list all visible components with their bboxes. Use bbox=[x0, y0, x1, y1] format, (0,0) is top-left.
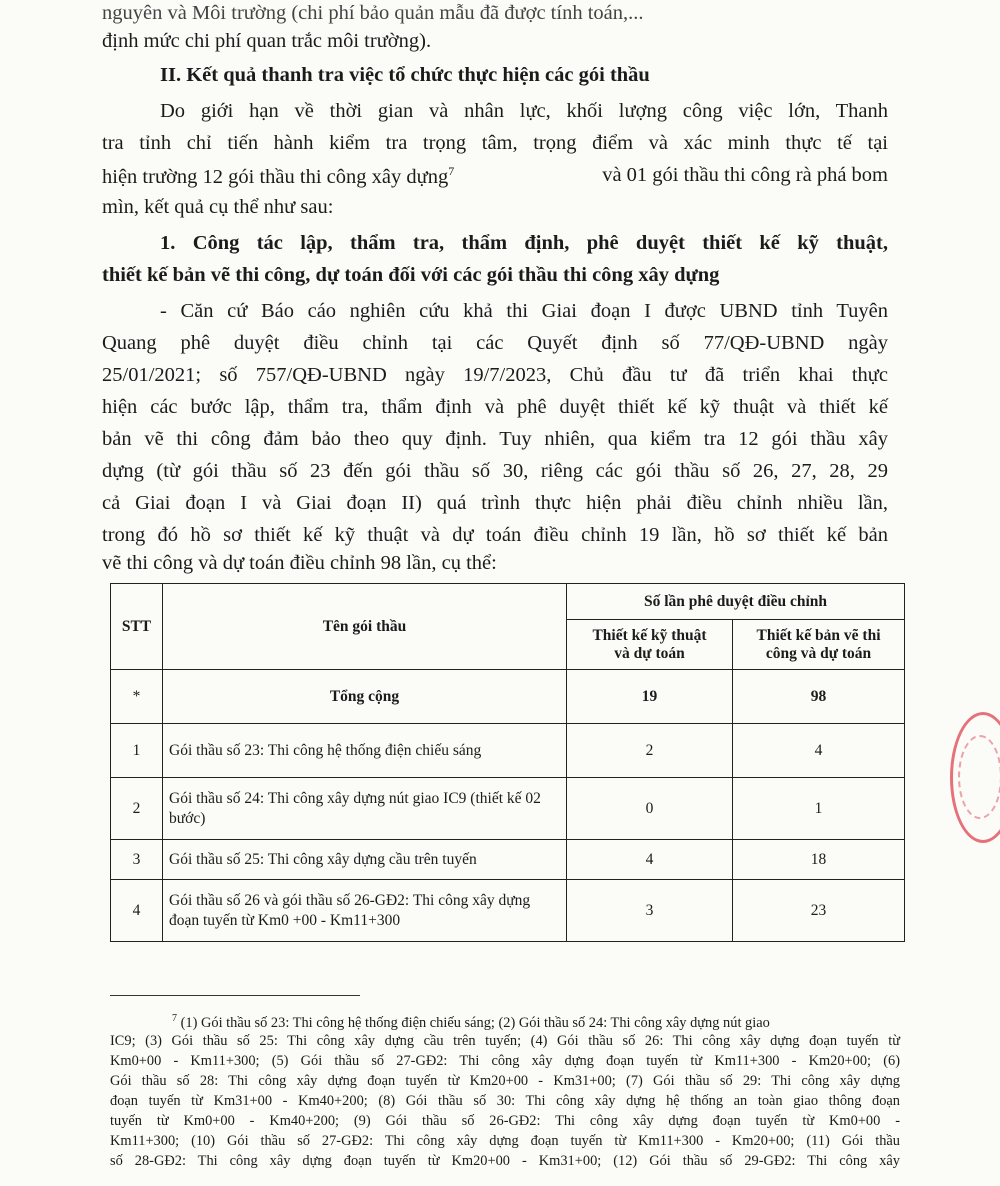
footnote-line: Gói thầu số 28: Thi công xây dựng đoạn tuyến từ Km20+00 - Km31+00; (7) Gói thầu số 29: Thi công xây dựng bbox=[110, 1073, 900, 1089]
text-line: 25/01/2021; số 757/QĐ-UBND ngày 19/7/2023, Chủ đầu tư đã triển khai thực bbox=[102, 364, 888, 386]
cell-stt: 3 bbox=[111, 840, 163, 880]
table-row bbox=[111, 880, 905, 942]
text-fragment: hiện trường 12 gói thầu thi công xây dựng$^7$ bbox=[102, 164, 455, 188]
subsection-heading: thiết kế bản vẽ thi công, dự toán đối với các gói thầu thi công xây dựng bbox=[102, 264, 720, 286]
cell-stt: 1 bbox=[111, 724, 163, 778]
cell-drawing-count: 1 bbox=[733, 778, 905, 840]
cell-name: Gói thầu số 25: Thi công xây dựng cầu trên tuyến bbox=[163, 840, 567, 880]
header-adjustment-count: Số lần phê duyệt điều chỉnh bbox=[567, 584, 905, 620]
header-construction-drawing bbox=[733, 620, 905, 670]
cell-drawing-count: 23 bbox=[733, 880, 905, 942]
footnote-line: tuyến từ Km0+00 - Km40+200; (9) Gói thầu số 26-GĐ2: Thi công xây dựng đoạn tuyến từ Km0+00 - bbox=[110, 1113, 900, 1129]
cell-technical-count: 4 bbox=[567, 840, 733, 880]
text-line: mìn, kết quả cụ thể như sau: bbox=[102, 196, 334, 218]
text-line: cả Giai đoạn I và Giai đoạn II) quá trình thực hiện phải điều chỉnh nhiều lần, bbox=[102, 492, 888, 514]
cell-name: Gói thầu số 26 và gói thầu số 26-GĐ2: Thi công xây dựng đoạn tuyến từ Km0 +00 - Km11+300 bbox=[163, 880, 567, 942]
cell-stt: 4 bbox=[111, 880, 163, 942]
footnote-text: (1) Gói thầu số 23: Thi công hệ thống điện chiếu sáng; (2) Gói thầu số 24: Thi công xây dựng nút giao bbox=[180, 1014, 770, 1031]
header-line: công và dự toán bbox=[765, 644, 872, 662]
cell-name: Tổng cộng bbox=[163, 670, 567, 724]
cell-stt: * bbox=[111, 670, 163, 724]
cell-drawing-count: 18 bbox=[733, 840, 905, 880]
cell-technical-count: 3 bbox=[567, 880, 733, 942]
table-row bbox=[111, 778, 905, 840]
adjustment-table bbox=[110, 583, 905, 942]
header-line: và dự toán bbox=[614, 644, 685, 662]
text-line: bản vẽ thi công đảm bảo theo quy định. Tuy nhiên, qua kiểm tra 12 gói thầu xây bbox=[102, 428, 888, 450]
header-line: Thiết kế bản vẽ thi bbox=[756, 626, 881, 644]
section-heading: II. Kết quả thanh tra việc tổ chức thực hiện các gói thầu bbox=[160, 64, 650, 86]
footnote-line: Km0+00 - Km11+300; (5) Gói thầu số 27-GĐ2: Thi công xây dựng đoạn tuyến từ Km11+300 - Km20+00; (6) bbox=[110, 1053, 900, 1069]
header-package-name: Tên gói thầu bbox=[163, 584, 567, 670]
text-line: vẽ thi công và dự toán điều chỉnh 98 lần, cụ thể: bbox=[102, 552, 497, 574]
text-line: định mức chi phí quan trắc môi trường). bbox=[102, 30, 432, 52]
cell-stt: 2 bbox=[111, 778, 163, 840]
header-line: Thiết kế kỹ thuật bbox=[592, 626, 707, 644]
footnote-line: số 28-GĐ2: Thi công xây dựng đoạn tuyến từ Km20+00 - Km31+00; (12) Gói thầu số 29-GĐ2: Thi công xây bbox=[110, 1153, 900, 1169]
cell-name: Gói thầu số 24: Thi công xây dựng nút giao IC9 (thiết kế 02 bước) bbox=[163, 778, 567, 840]
footnote-line bbox=[172, 1013, 770, 1032]
table-row bbox=[111, 840, 905, 880]
cell-technical-count: 0 bbox=[567, 778, 733, 840]
text-line: hiện các bước lập, thẩm tra, thẩm định và phê duyệt thiết kế kỹ thuật và thiết kế bbox=[102, 396, 888, 418]
table-total-row bbox=[111, 670, 905, 724]
cell-drawing-count: 4 bbox=[733, 724, 905, 778]
text-line: Do giới hạn về thời gian và nhân lực, khối lượng công việc lớn, Thanh bbox=[160, 100, 888, 122]
footnote-marker: 7 bbox=[172, 1013, 177, 1024]
cell-technical-count: 19 bbox=[567, 670, 733, 724]
subsection-heading: 1. Công tác lập, thẩm tra, thẩm định, phê duyệt thiết kế kỹ thuật, bbox=[160, 232, 888, 254]
cell-name: Gói thầu số 23: Thi công hệ thống điện chiếu sáng bbox=[163, 724, 567, 778]
text-line: Quang phê duyệt điều chỉnh tại các Quyết định số 77/QĐ-UBND ngày bbox=[102, 332, 888, 354]
footnote-ref: 7 bbox=[448, 164, 455, 178]
footnote-line: đoạn tuyến từ Km31+00 - Km40+200; (8) Gói thầu số 30: Thi công xây dựng hệ thống an toàn giao thông đoạn bbox=[110, 1093, 900, 1109]
header-stt: STT bbox=[111, 584, 163, 670]
text-line bbox=[102, 164, 888, 189]
footnote-line: IC9; (3) Gói thầu số 25: Thi công xây dựng cầu trên tuyến; (4) Gói thầu số 26: Thi công xây dựng đoạn tuyến từ bbox=[110, 1033, 900, 1049]
red-stamp-inner-ring bbox=[958, 735, 1000, 819]
text-line: nguyên và Môi trường (chi phí bảo quản mẫu đã được tính toán,... bbox=[102, 2, 644, 24]
footnote-separator bbox=[110, 995, 360, 996]
footnote-line: Km11+300; (10) Gói thầu số 27-GĐ2: Thi công xây dựng đoạn tuyến từ Km11+300 - Km20+00; (11) Gói thầu bbox=[110, 1133, 900, 1149]
text-fragment: và 01 gói thầu thi công rà phá bom bbox=[602, 164, 888, 186]
table-row bbox=[111, 724, 905, 778]
text-line: dựng (từ gói thầu số 23 đến gói thầu số 30, riêng các gói thầu số 26, 27, 28, 29 bbox=[102, 460, 888, 482]
cell-drawing-count: 98 bbox=[733, 670, 905, 724]
cell-technical-count: 2 bbox=[567, 724, 733, 778]
header-technical-design bbox=[567, 620, 733, 670]
text-line: - Căn cứ Báo cáo nghiên cứu khả thi Giai đoạn I được UBND tỉnh Tuyên bbox=[160, 300, 888, 322]
text-line: trong đó hồ sơ thiết kế kỹ thuật và dự toán điều chỉnh 19 lần, hồ sơ thiết kế bản bbox=[102, 524, 888, 546]
table-header-row bbox=[111, 584, 905, 620]
text-line: tra tỉnh chỉ tiến hành kiểm tra trọng tâm, trọng điểm và xác minh thực tế tại bbox=[102, 132, 888, 154]
